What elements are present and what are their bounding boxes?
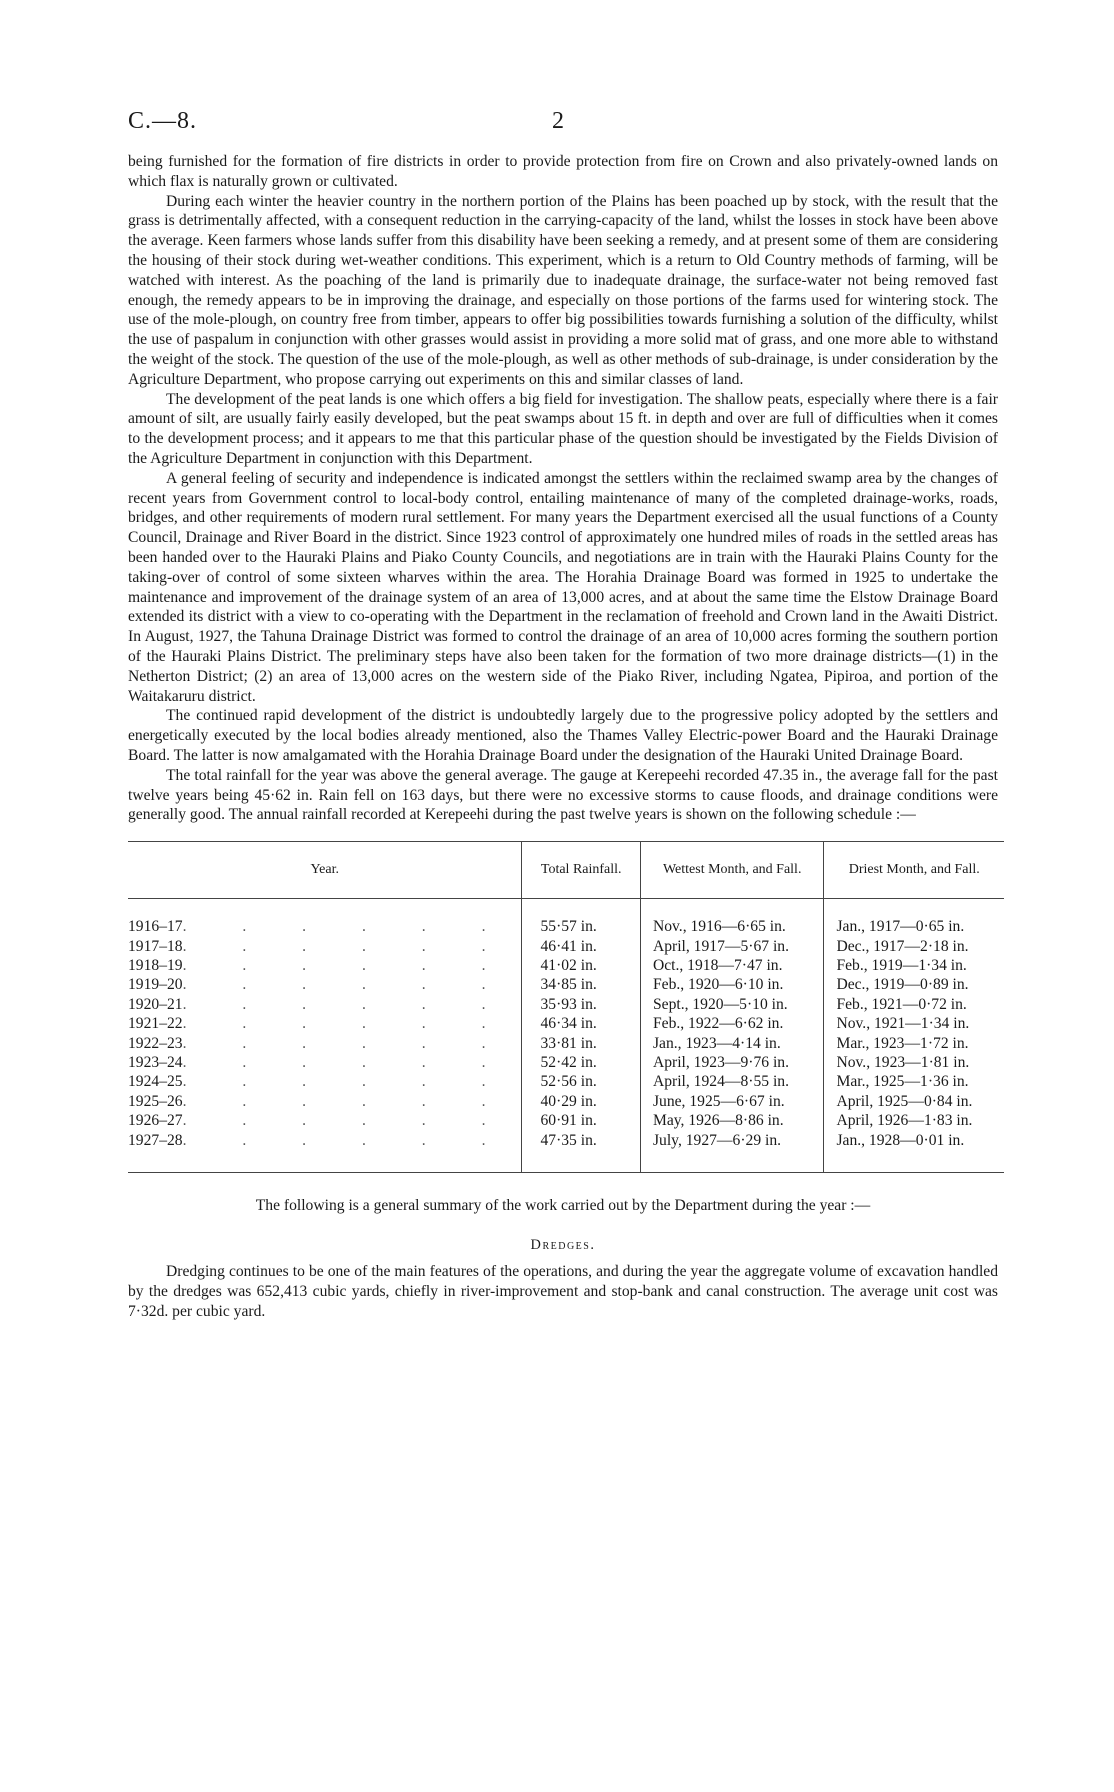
cell-driest-month: Mar., 1923—1·72 in. — [824, 1034, 1004, 1053]
cell-driest-month: Dec., 1917—2·18 in. — [824, 937, 1004, 956]
cell-driest-month: Nov., 1923—1·81 in. — [824, 1053, 1004, 1072]
cell-year — [128, 995, 521, 1014]
dot-leaders: . . . . . . — [182, 1034, 512, 1052]
table-row — [128, 1053, 1004, 1072]
year-label: 1923–24 — [128, 1053, 183, 1071]
dot-leaders: . . . . . . — [182, 1073, 512, 1091]
paragraph: The development of the peat lands is one which offers a big field for investigation. The shallow peats, especially where there is a fair amount of silt, are usually fairly easily developed, but the peat swamps about 15 ft. in depth and over are full of difficulties when it comes to the development process; and it appears to me that this particular phase of the question should be investigated by the Fields Division of the Agriculture Department in conjunction with this Department. — [128, 390, 998, 467]
cell-total-rainfall: 46·34 in. — [522, 1014, 641, 1033]
header-wettest-month: Wettest Month, and Fall. — [640, 842, 823, 899]
cell-wettest-month: Oct., 1918—7·47 in. — [640, 956, 823, 975]
body-text — [128, 152, 998, 825]
cell-wettest-month: May, 1926—8·86 in. — [640, 1111, 823, 1130]
document-page — [128, 108, 998, 1322]
cell-year — [128, 1111, 521, 1130]
table-row — [128, 1072, 1004, 1091]
cell-year — [128, 956, 521, 975]
header-year: Year. — [128, 842, 522, 899]
paragraph: During each winter the heavier country in the northern portion of the Plains has been poached up by stock, with the result that the grass is detrimentally affected, with a consequent reduction in the carrying-capacity of the land, whilst the losses in stock have been above the average. Keen farmers whose lands suffer from this disability have been seeking a remedy, and at present some of them are considering the housing of their stock during wet-weather conditions. This experiment, which is a return to Old Country methods of farming, will be watched with interest. As the poaching of the land is primarily due to inadequate drainage, the surface-water not being removed fast enough, the remedy appears to be in improving the drainage, and especially on those portions of the farms used for wintering stock. The use of the mole-plough, on country free from timber, appears to offer big possibilities towards furnishing a solution of the difficulty, whilst the use of paspalum in conjunction with other grasses would assist in providing a more solid mat of grass, and one more able to withstand the weight of the stock. The question of the use of the mole-plough, as well as other methods of sub-drainage, is under consideration by the Agriculture Department, who propose carrying out experiments on this and similar classes of land. — [128, 192, 998, 388]
cell-wettest-month: April, 1917—5·67 in. — [640, 937, 823, 956]
dot-leaders: . . . . . . — [182, 976, 512, 994]
cell-wettest-month: Sept., 1920—5·10 in. — [640, 995, 823, 1014]
table-row — [128, 975, 1004, 994]
cell-year — [128, 937, 521, 956]
table-header-row — [128, 842, 1004, 899]
dot-leaders: . . . . . . — [182, 1131, 512, 1149]
cell-wettest-month: April, 1924—8·55 in. — [640, 1072, 823, 1091]
document-reference: C.—8. — [128, 108, 198, 134]
header-driest-month: Driest Month, and Fall. — [824, 842, 1004, 899]
cell-total-rainfall: 35·93 in. — [522, 995, 641, 1014]
cell-total-rainfall: 52·56 in. — [522, 1072, 641, 1091]
year-label: 1916–17 — [128, 918, 183, 936]
cell-total-rainfall: 55·57 in. — [522, 917, 641, 936]
cell-driest-month: Nov., 1921—1·34 in. — [824, 1014, 1004, 1033]
cell-wettest-month: Feb., 1922—6·62 in. — [640, 1014, 823, 1033]
cell-total-rainfall: 47·35 in. — [522, 1131, 641, 1173]
page-header — [128, 108, 998, 152]
table-row — [128, 956, 1004, 975]
table-row — [128, 1131, 1004, 1173]
cell-total-rainfall: 33·81 in. — [522, 1034, 641, 1053]
cell-wettest-month: Feb., 1920—6·10 in. — [640, 975, 823, 994]
year-label: 1920–21 — [128, 995, 183, 1013]
cell-total-rainfall: 52·42 in. — [522, 1053, 641, 1072]
year-label: 1924–25 — [128, 1073, 183, 1091]
cell-year — [128, 1092, 521, 1111]
page-number: 2 — [552, 108, 564, 134]
table-body — [128, 899, 1004, 1173]
dot-leaders: . . . . . . — [182, 956, 512, 974]
paragraph: being furnished for the formation of fire districts in order to provide protection from fire on Crown and also privately-owned lands on which flax is naturally grown or cultivated. — [128, 153, 998, 190]
cell-year — [128, 1053, 521, 1072]
cell-year — [128, 1034, 521, 1053]
cell-driest-month: Dec., 1919—0·89 in. — [824, 975, 1004, 994]
cell-total-rainfall: 46·41 in. — [522, 937, 641, 956]
cell-wettest-month: Jan., 1923—4·14 in. — [640, 1034, 823, 1053]
dot-leaders: . . . . . . — [182, 1015, 512, 1033]
cell-total-rainfall: 40·29 in. — [522, 1092, 641, 1111]
paragraph: The total rainfall for the year was above the general average. The gauge at Kerepeehi recorded 47.35 in., the average fall for the past twelve years being 45·62 in. Rain fell on 163 days, but there were no excessive storms to cause floods, and drainage conditions were generally good. The annual rainfall recorded at Kerepeehi during the past twelve years is shown on the following schedule :— — [128, 766, 998, 824]
cell-driest-month: April, 1926—1·83 in. — [824, 1111, 1004, 1130]
dot-leaders: . . . . . . — [182, 918, 512, 936]
paragraph: The continued rapid development of the district is undoubtedly largely due to the progressive policy adopted by the settlers and energetically executed by the local bodies already mentioned, also the Thames Valley Electric-power Board and the Hauraki Drainage Board. The latter is now amalgamated with the Horahia Drainage Board under the designation of the Hauraki United Drainage Board. — [128, 707, 998, 764]
section-heading: Dredges. — [530, 1237, 596, 1254]
cell-total-rainfall: 34·85 in. — [522, 975, 641, 994]
cell-year — [128, 1072, 521, 1091]
paragraph: A general feeling of security and independence is indicated amongst the settlers within the reclaimed swamp area by the changes of recent years from Government control to local-body control, entailing maintenance of many of the completed drainage-works, roads, bridges, and other requirements of modern rural settlement. For many years the Department exercised all the usual functions of a County Council, Drainage and River Board in the district. Since 1923 control of approximately one hundred miles of roads in the settled areas has been handed over to the Hauraki Plains and Piako County Councils, and negotiations are in train with the Hauraki Plains County for the taking-over of control of some sixteen wharves within the area. The Horahia Drainage Board was formed in 1925 to undertake the maintenance and improvement of the drainage system of an area of 13,000 acres, and at about the same time the Elstow Drainage Board extended its district with a view to co-operating with the Department in the reclamation of freehold and Crown land in the Awaiti District. In August, 1927, the Tahuna Drainage District was formed to control the drainage of an area of 10,000 acres forming the southern portion of the Hauraki Plains District. The preliminary steps have also been taken for the formation of two more drainage districts—(1) in the Netherton District; (2) an area of 13,000 acres on the western side of the Piako River, including Ngatea, Pipiroa, and portion of the Waitakaruru district. — [128, 469, 998, 705]
dot-leaders: . . . . . . — [182, 1112, 512, 1130]
table-row — [128, 917, 1004, 936]
cell-year — [128, 917, 521, 936]
year-label: 1917–18 — [128, 937, 183, 955]
rainfall-table — [128, 841, 1004, 1173]
cell-wettest-month: Nov., 1916—6·65 in. — [640, 917, 823, 936]
year-label: 1926–27 — [128, 1112, 183, 1130]
dot-leaders: . . . . . . — [182, 937, 512, 955]
table-row — [128, 995, 1004, 1014]
year-label: 1921–22 — [128, 1015, 183, 1033]
dot-leaders: . . . . . . — [182, 995, 512, 1013]
cell-driest-month: Mar., 1925—1·36 in. — [824, 1072, 1004, 1091]
table-row — [128, 1014, 1004, 1033]
year-label: 1919–20 — [128, 976, 183, 994]
summary-line: The following is a general summary of the work carried out by the Department during the year :— — [255, 1197, 871, 1215]
year-label: 1918–19 — [128, 956, 183, 974]
cell-wettest-month: April, 1923—9·76 in. — [640, 1053, 823, 1072]
section-paragraph: Dredging continues to be one of the main features of the operations, and during the year the aggregate volume of excavation handled by the dredges was 652,413 cubic yards, chiefly in river-improvement and stop-bank and canal construction. The average unit cost was 7·32d. per cubic yard. — [128, 1263, 998, 1321]
cell-driest-month: Feb., 1919—1·34 in. — [824, 956, 1004, 975]
year-label: 1927–28 — [128, 1131, 183, 1149]
dot-leaders: . . . . . . — [182, 1053, 512, 1071]
cell-total-rainfall: 41·02 in. — [522, 956, 641, 975]
year-label: 1925–26 — [128, 1092, 183, 1110]
table-row — [128, 1111, 1004, 1130]
table-row — [128, 1092, 1004, 1111]
cell-wettest-month: June, 1925—6·67 in. — [640, 1092, 823, 1111]
year-label: 1922–23 — [128, 1034, 183, 1052]
cell-year — [128, 975, 521, 994]
cell-driest-month: Jan., 1928—0·01 in. — [824, 1131, 1004, 1173]
dot-leaders: . . . . . . — [182, 1092, 512, 1110]
cell-driest-month: April, 1925—0·84 in. — [824, 1092, 1004, 1111]
header-total-rainfall: Total Rainfall. — [522, 842, 641, 899]
cell-driest-month: Feb., 1921—0·72 in. — [824, 995, 1004, 1014]
cell-year — [128, 1131, 521, 1173]
cell-total-rainfall: 60·91 in. — [522, 1111, 641, 1130]
table-row — [128, 1034, 1004, 1053]
cell-wettest-month: July, 1927—6·29 in. — [640, 1131, 823, 1173]
cell-driest-month: Jan., 1917—0·65 in. — [824, 917, 1004, 936]
table-row — [128, 937, 1004, 956]
cell-year — [128, 1014, 521, 1033]
